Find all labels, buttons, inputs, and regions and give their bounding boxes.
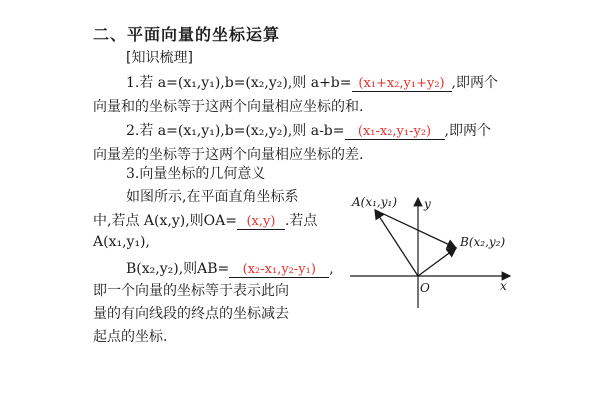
vector-ob xyxy=(418,248,456,276)
item3-line4-suffix: , xyxy=(329,261,334,277)
label-x: x xyxy=(500,279,507,293)
label-b: B(x₂,y₂) xyxy=(460,235,506,249)
item3-line6: 量的有向线段的终点的坐标减去 xyxy=(93,306,289,322)
item3-heading: 3.向量坐标的几何意义 xyxy=(126,166,266,182)
item3-line2-prefix: 中,若点 A(x,y),则OA= xyxy=(93,213,237,229)
coordinate-figure xyxy=(340,190,540,320)
section-title: 二、平面向量的坐标运算 xyxy=(93,25,281,44)
item1-prefix: 1.若 a=(x₁,y₁),b=(x₂,y₂),则 a+b= xyxy=(126,75,352,91)
label-o: O xyxy=(420,281,430,295)
item3-line3: A(x₁,y₁), xyxy=(93,234,150,250)
item3-line7: 起点的坐标. xyxy=(93,329,168,345)
item3-line5: 即一个向量的坐标等于表示此向 xyxy=(93,283,289,299)
item2-prefix: 2.若 a=(x₁,y₁),b=(x₂,y₂),则 a-b= xyxy=(126,123,345,139)
label-a: A(x₁,y₁) xyxy=(352,195,398,209)
item3-line1: 如图所示,在平面直角坐标系 xyxy=(126,189,299,205)
item3-line4 xyxy=(126,258,334,278)
item1-line1 xyxy=(126,72,498,92)
item3-line2 xyxy=(93,210,317,230)
item2-answer: (x₁-x₂,y₁-y₂) xyxy=(345,124,445,140)
item2-line2: 向量差的坐标等于这两个向量相应坐标的差. xyxy=(93,147,364,163)
label-y: y xyxy=(424,197,431,211)
item3-answer-ab: (x₂-x₁,y₂-y₁) xyxy=(229,262,329,278)
item1-answer: (x₁+x₂,y₁+y₂) xyxy=(352,76,452,92)
item1-suffix: ,即两个 xyxy=(451,75,498,91)
item3-answer-oa: (x,y) xyxy=(237,214,285,230)
item2-suffix: ,即两个 xyxy=(444,123,491,139)
item1-line2: 向量和的坐标等于这两个向量相应坐标的和. xyxy=(93,99,364,115)
item3-line4-prefix: B(x₂,y₂),则AB= xyxy=(126,261,230,277)
subtitle: [知识梳理] xyxy=(126,50,193,66)
item3-line2-suffix: .若点 xyxy=(284,213,318,229)
item2-line1 xyxy=(126,120,491,140)
